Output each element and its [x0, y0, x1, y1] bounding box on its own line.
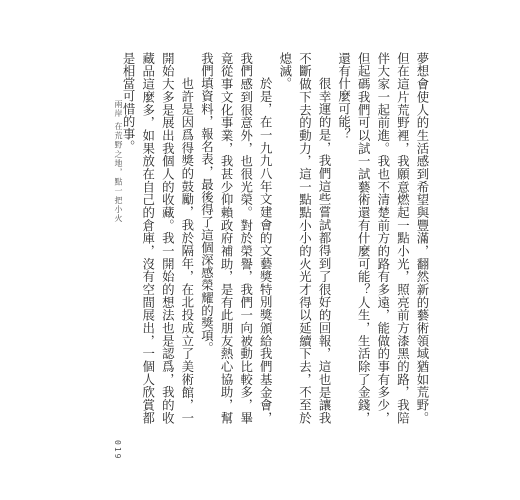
paragraph: 很幸運的是，我們這些嘗試都得到了很好的回報，這也是讓我不斷做下去的動力，這一點點小小的火光才得以延續下去，不至於熄滅。 — [277, 52, 333, 424]
opening-fragment: 夢想會使人的生活感到希望與豐滿，翻然新的藝術領域猶如荒野。但在這片 — [395, 52, 430, 424]
paragraph: 也許是因爲得獎的鼓勵，我於隔年，在北投成立了美術館，一開始大多是展出我個人的收藏。我一開始的想法也是認爲，我的收藏品這麼多，如果放在自己的倉庫，沒有空間展出，一個人欣賞都是相當可惜的事。 — [121, 52, 195, 424]
page-number: 019 — [113, 440, 122, 461]
paragraph-continued — [334, 52, 432, 424]
paragraph: 於是，在一九九八年文建會的文藝獎特別獎頒給我們基金會，我們感到很意外，也很光榮。對於榮譽，我們一向被動比較多，畢竟從事文化事業，我甚少仰賴政府補助，是有此朋友熱心協助，幫我們填資料，報名表，最後得了這個深感榮耀的獎項。 — [199, 52, 274, 424]
running-head: 兩岸 在荒野之地，點一把小火 — [114, 100, 123, 224]
paragraph-text: 荒野裡，我願意燃起一點小光，照亮前方漆黑的路，我陪伴大家一起前進。我也不清楚前方的路有多遠，能做的事有多少，但起碼我們可以試一試藝術還有什麼可能？人生，生活除了金錢，還有什麼可能？ — [336, 52, 411, 424]
body-text — [119, 52, 433, 424]
